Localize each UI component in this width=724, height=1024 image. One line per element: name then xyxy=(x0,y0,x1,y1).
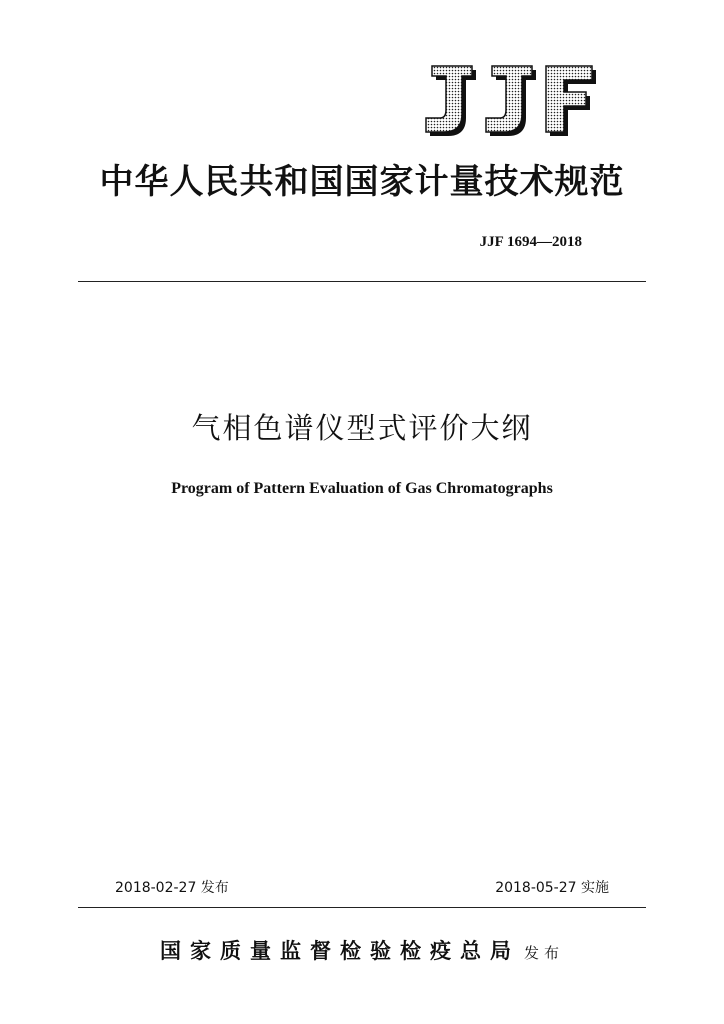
issuer-line xyxy=(0,934,724,968)
top-divider xyxy=(78,281,646,282)
issue-date: 2018-02-27 发布 xyxy=(115,880,229,896)
jjf-logo xyxy=(418,60,602,140)
implementation-date: 2018-05-27 实施 xyxy=(495,880,609,896)
standard-number: JJF 1694—2018 xyxy=(479,234,582,250)
issuer-name: 国家质量监督检验检疫总局 xyxy=(159,938,520,963)
bottom-divider xyxy=(78,907,646,908)
jjf-logo-mark xyxy=(418,60,602,140)
document-title-chinese: 气相色谱仪型式评价大纲 xyxy=(191,411,533,445)
main-title: 中华人民共和国国家计量技术规范 xyxy=(99,162,625,202)
document-title-english: Program of Pattern Evaluation of Gas Chromatographs xyxy=(171,480,553,497)
issuer-verb: 发布 xyxy=(523,944,564,962)
